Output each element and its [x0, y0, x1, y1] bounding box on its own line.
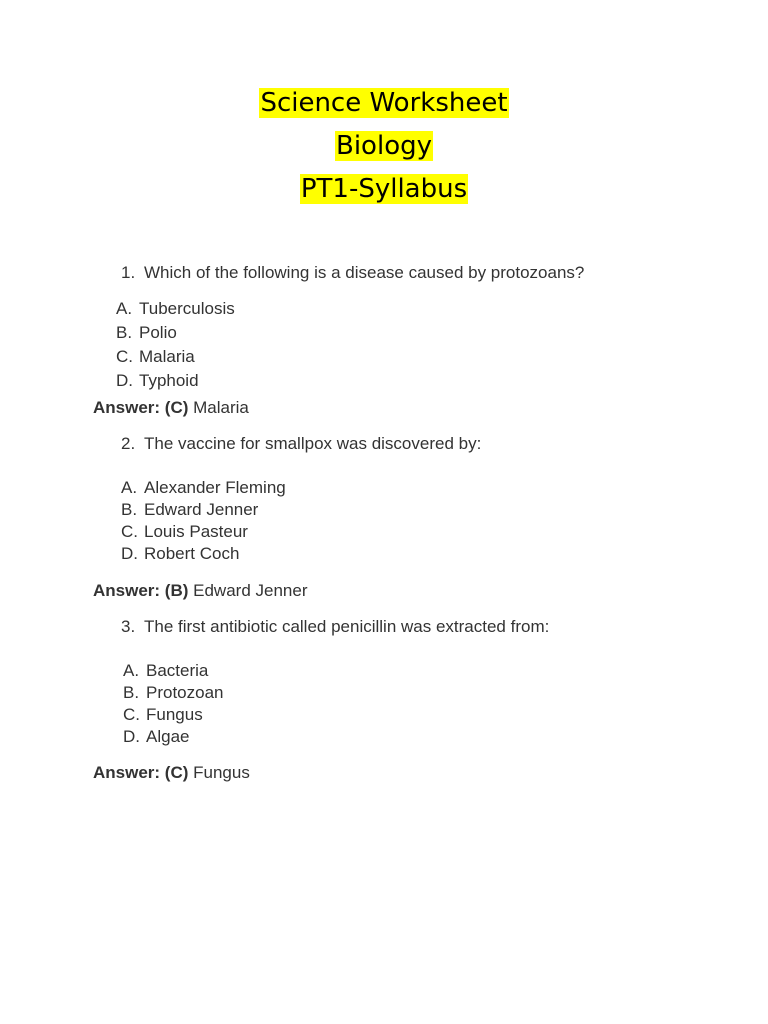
answer-1	[93, 397, 249, 419]
option-d	[116, 370, 199, 392]
option-label: A.	[123, 661, 140, 680]
option-label: B.	[123, 683, 140, 702]
option-b	[121, 499, 258, 521]
option-label: A.	[121, 478, 138, 497]
option-a	[123, 660, 208, 682]
option-label: C.	[123, 705, 140, 724]
option-label: D.	[116, 371, 133, 390]
option-b	[123, 682, 224, 704]
option-text: Polio	[139, 323, 177, 342]
option-d	[123, 726, 189, 748]
answer-text: Fungus	[193, 763, 250, 782]
question-text: The first antibiotic called penicillin was extracted from:	[144, 617, 550, 636]
option-label: C.	[121, 522, 138, 541]
option-label: B.	[116, 323, 133, 342]
option-c	[121, 521, 248, 543]
syllabus-title	[0, 173, 768, 205]
option-b	[116, 322, 177, 344]
answer-text: Edward Jenner	[193, 581, 308, 600]
option-text: Louis Pasteur	[144, 522, 248, 541]
answer-prefix: Answer: (B)	[93, 581, 189, 600]
option-d	[121, 543, 239, 565]
option-text: Malaria	[139, 347, 195, 366]
option-text: Edward Jenner	[144, 500, 259, 519]
syllabus-title-text: PT1-Syllabus	[300, 174, 468, 204]
question-number: 2.	[121, 434, 136, 453]
answer-prefix: Answer: (C)	[93, 763, 189, 782]
worksheet-title-text: Science Worksheet	[260, 88, 508, 118]
option-text: Alexander Fleming	[144, 478, 286, 497]
option-label: D.	[123, 727, 140, 746]
option-label: C.	[116, 347, 133, 366]
option-text: Bacteria	[146, 661, 209, 680]
question-2	[121, 433, 481, 455]
question-3	[121, 616, 549, 638]
subject-title-text: Biology	[336, 131, 432, 161]
option-text: Fungus	[146, 705, 203, 724]
option-a	[121, 477, 286, 499]
answer-3	[93, 762, 250, 784]
answer-prefix: Answer: (C)	[93, 398, 189, 417]
answer-2	[93, 580, 307, 602]
answer-text: Malaria	[193, 398, 249, 417]
option-text: Tuberculosis	[139, 299, 235, 318]
question-text: The vaccine for smallpox was discovered by:	[144, 434, 482, 453]
option-label: A.	[116, 299, 133, 318]
option-c	[123, 704, 203, 726]
option-a	[116, 298, 235, 320]
question-number: 1.	[121, 263, 136, 282]
option-text: Typhoid	[139, 371, 199, 390]
subject-title	[0, 130, 768, 162]
option-label: D.	[121, 544, 138, 563]
worksheet-title	[0, 87, 768, 119]
question-1	[121, 262, 584, 284]
option-text: Algae	[146, 727, 190, 746]
question-number: 3.	[121, 617, 136, 636]
option-label: B.	[121, 500, 138, 519]
option-text: Protozoan	[146, 683, 224, 702]
option-text: Robert Coch	[144, 544, 240, 563]
option-c	[116, 346, 195, 368]
question-text: Which of the following is a disease caused by protozoans?	[144, 263, 585, 282]
